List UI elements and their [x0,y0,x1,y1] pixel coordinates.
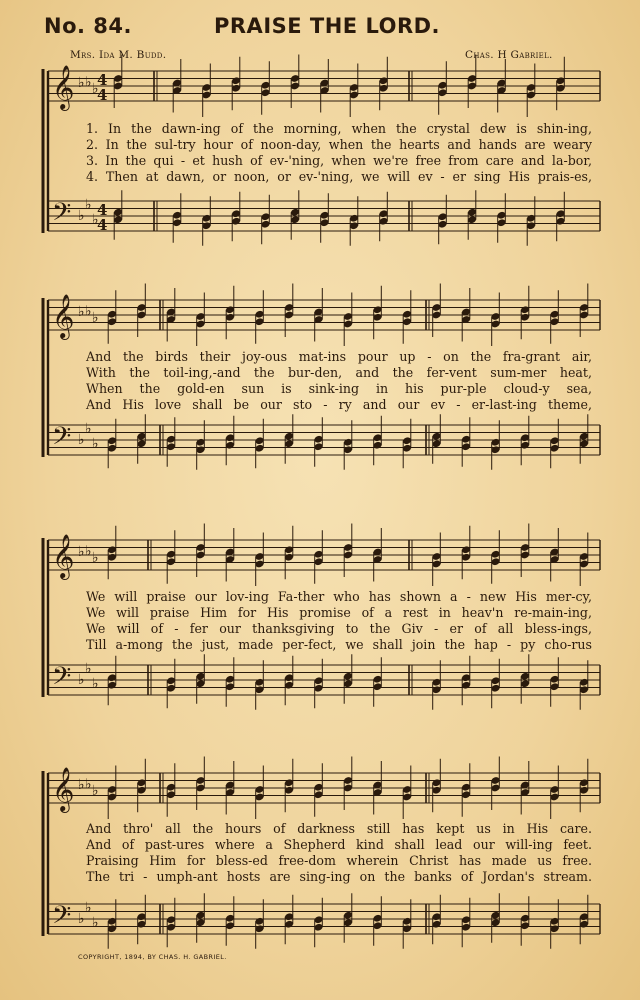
flat-icon: ♭ [92,675,99,692]
lyric-line-s3-v3: We will of - fer our thanksgiving to the Giv - er of all bless-ings, [86,621,592,636]
flat-icon: ♭ [78,544,85,560]
lyric-line-s4-v4: The tri - umph-ant hosts are sing-ing on the banks of Jordan's stream. [86,869,592,884]
composer-credit: Chas. H Gabriel. [465,49,553,61]
bass-clef-icon: 𝄢 [52,198,72,233]
hymn-number: No. 84. [44,14,132,38]
treble-clef-icon: 𝄞 [52,534,75,578]
flat-icon: ♭ [92,80,99,97]
lyric-line-s2-v3: When the gold-en sun is sink-ing in his pur-ple cloud-y sea, [86,381,592,396]
lyric-line-s1-v3: 3. In the qui - et hush of ev-'ning, when we're free from care and la-bor, [86,153,592,168]
bass-clef-icon: 𝄢 [52,662,72,697]
time-signature-lower: 4 [97,86,108,104]
copyright-notice: COPYRIGHT, 1894, BY CHAS. H. GABRIEL. [78,953,227,961]
lyric-line-s4-v3: Praising Him for bless-ed free-dom wherein Christ has made us free. [86,853,592,868]
lyric-line-s1-v4: 4. Then at dawn, or noon, or ev-'ning, we will ev - er sing His prais-es, [86,169,592,184]
flat-icon: ♭ [85,660,92,677]
flat-icon: ♭ [92,549,99,566]
flat-icon: ♭ [78,432,85,448]
flat-icon: ♭ [85,543,92,560]
lyric-line-s2-v2: With the toil-ing,-and the bur-den, and the fer-vent sum-mer heat, [86,365,592,380]
flat-icon: ♭ [92,211,99,228]
flat-icon: ♭ [92,914,99,931]
flat-icon: ♭ [78,304,85,320]
lyric-line-s1-v1: 1. In the dawn-ing of the morning, when the crystal dew is shin-ing, [86,121,592,136]
time-signature-upper: 4 [97,201,108,219]
flat-icon: ♭ [85,776,92,793]
lyric-line-s2-v1: And the birds their joy-ous mat-ins pour up - on the fra-grant air, [86,349,592,364]
flat-icon: ♭ [85,196,92,213]
time-signature-upper: 4 [97,71,108,89]
flat-icon: ♭ [92,435,99,452]
flat-icon: ♭ [85,420,92,437]
lyric-line-s4-v1: And thro' all the hours of darkness still has kept us in His care. [86,821,592,836]
flat-icon: ♭ [78,777,85,793]
flat-icon: ♭ [85,303,92,320]
hymn-title: PRAISE THE LORD. [214,14,441,38]
flat-icon: ♭ [78,208,85,224]
lyric-line-s3-v1: We will praise our lov-ing Fa-ther who has shown a - new His mer-cy, [86,589,592,604]
lyric-line-s2-v4: And His love shall be our sto - ry and our ev - er-last-ing theme, [86,397,592,412]
flat-icon: ♭ [78,672,85,688]
treble-clef-icon: 𝄞 [52,65,75,109]
flat-icon: ♭ [85,899,92,916]
treble-clef-icon: 𝄞 [52,767,75,811]
bass-clef-icon: 𝄢 [52,422,72,457]
time-signature-lower: 4 [97,216,108,234]
lyric-line-s4-v2: And of past-ures where a Shepherd kind shall lead our will-ing feet. [86,837,592,852]
flat-icon: ♭ [85,74,92,91]
lyric-line-s3-v4: Till a-mong the just, made per-fect, we shall join the hap - py cho-rus [86,637,592,652]
treble-clef-icon: 𝄞 [52,294,75,338]
flat-icon: ♭ [92,309,99,326]
lyric-line-s1-v2: 2. In the sul-try hour of noon-day, when the hearts and hands are weary [86,137,592,152]
flat-icon: ♭ [78,75,85,91]
lyricist-credit: Mrs. Ida M. Budd. [70,49,167,61]
lyric-line-s3-v2: We will praise Him for His promise of a rest in heav'n re-main-ing, [86,605,592,620]
flat-icon: ♭ [78,911,85,927]
bass-clef-icon: 𝄢 [52,901,72,936]
flat-icon: ♭ [92,782,99,799]
